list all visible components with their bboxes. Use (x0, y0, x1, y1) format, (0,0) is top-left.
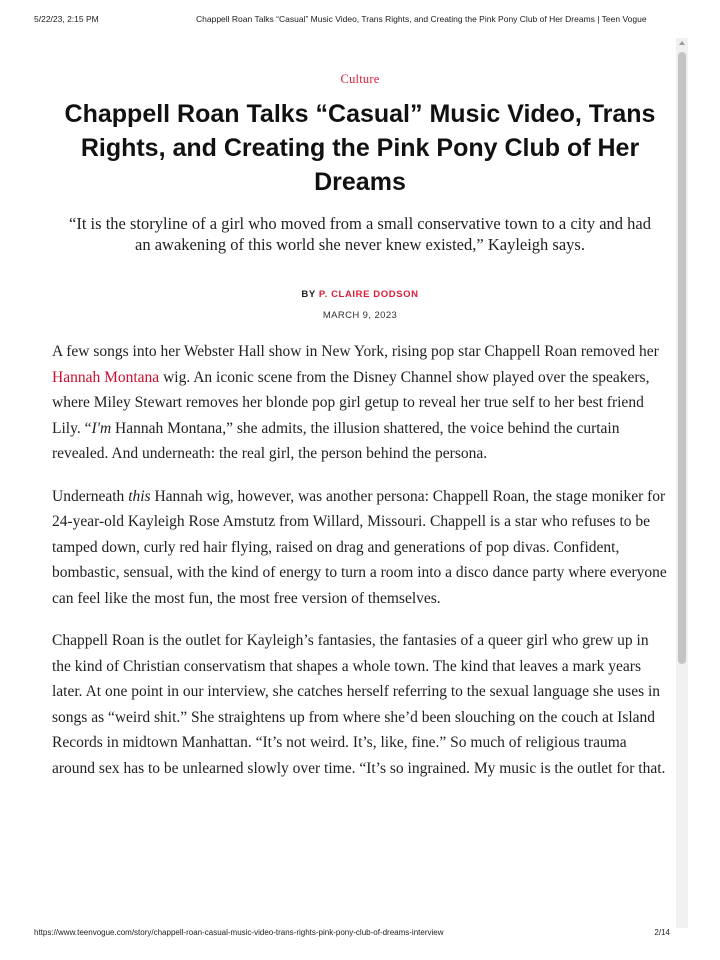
author-link[interactable]: P. CLAIRE DODSON (318, 289, 419, 300)
category-link[interactable]: Culture (340, 72, 380, 86)
body-paragraph: A few songs into her Webster Hall show in New York, rising pop star Chappell Roan removed her Hannah Montana wig. An iconic scene from the Disney Channel show played over the speakers, where Miley Stewart removes her blonde pop girl getup to reveal her true self to her best friend Lily. “I'm Hannah Montana,” she admits, the illusion shattered, the voice behind the curtain revealed. And underneath: the real girl, the person behind the persona. (52, 343, 659, 462)
article-body (52, 339, 668, 781)
print-header (34, 14, 680, 28)
page-number: 2/14 (654, 928, 670, 937)
page-url: https://www.teenvogue.com/story/chappell-roan-casual-music-video-trans-rights-pink-pony-club-of-dreams-interview (34, 928, 444, 937)
byline (52, 289, 668, 300)
article-headline: Chappell Roan Talks “Casual” Music Video, Trans Rights, and Creating the Pink Pony Club of Her Dreams (64, 100, 656, 196)
scrollbar-thumb[interactable] (678, 52, 686, 664)
scroll-up-arrow-icon[interactable] (679, 41, 685, 45)
body-paragraph: Underneath this Hannah wig, however, was another persona: Chappell Roan, the stage moniker for 24-year-old Kayleigh Rose Amstutz from Willard, Missouri. Chappell is a star who refuses to be tamped down, curly red hair flying, raised on drag and generations of pop divas. Confident, bombastic, sensual, with the kind of energy to turn a room into a disco dance party where everyone can feel like the most fun, the most free version of themselves. (52, 487, 667, 607)
article (52, 40, 668, 798)
hannah-montana-link[interactable]: Hannah Montana (52, 368, 160, 386)
scrollbar[interactable] (676, 38, 688, 928)
print-footer (34, 928, 680, 940)
article-dek: “It is the storyline of a girl who moved from a small conservative town to a city and had an awakening of this world she never knew existed,” Kayleigh says. (69, 214, 651, 254)
print-date: 5/22/23, 2:15 PM (34, 14, 99, 24)
publish-date: MARCH 9, 2023 (322, 310, 398, 321)
body-paragraph: Chappell Roan is the outlet for Kayleigh’s fantasies, the fantasies of a queer girl who grew up in the kind of Christian conservatism that shapes a whole town. The kind that leaves a mark years later. At one point in our interview, she catches herself referring to the sexual language she uses in songs as “weird shit.” She straightens up from where she’d been slouching on the couch at Island Records in midtown Manhattan. “It’s not weird. It’s, like, fine.” So much of religious trauma around sex has to be unlearned slowly over time. “It’s so ingrained. My music is the outlet for that. (52, 632, 666, 777)
print-page-title: Chappell Roan Talks “Casual” Music Video, Trans Rights, and Creating the Pink Pony Club of Her Dreams | Teen Vogue (196, 14, 647, 24)
byline-prefix: BY (301, 289, 319, 300)
